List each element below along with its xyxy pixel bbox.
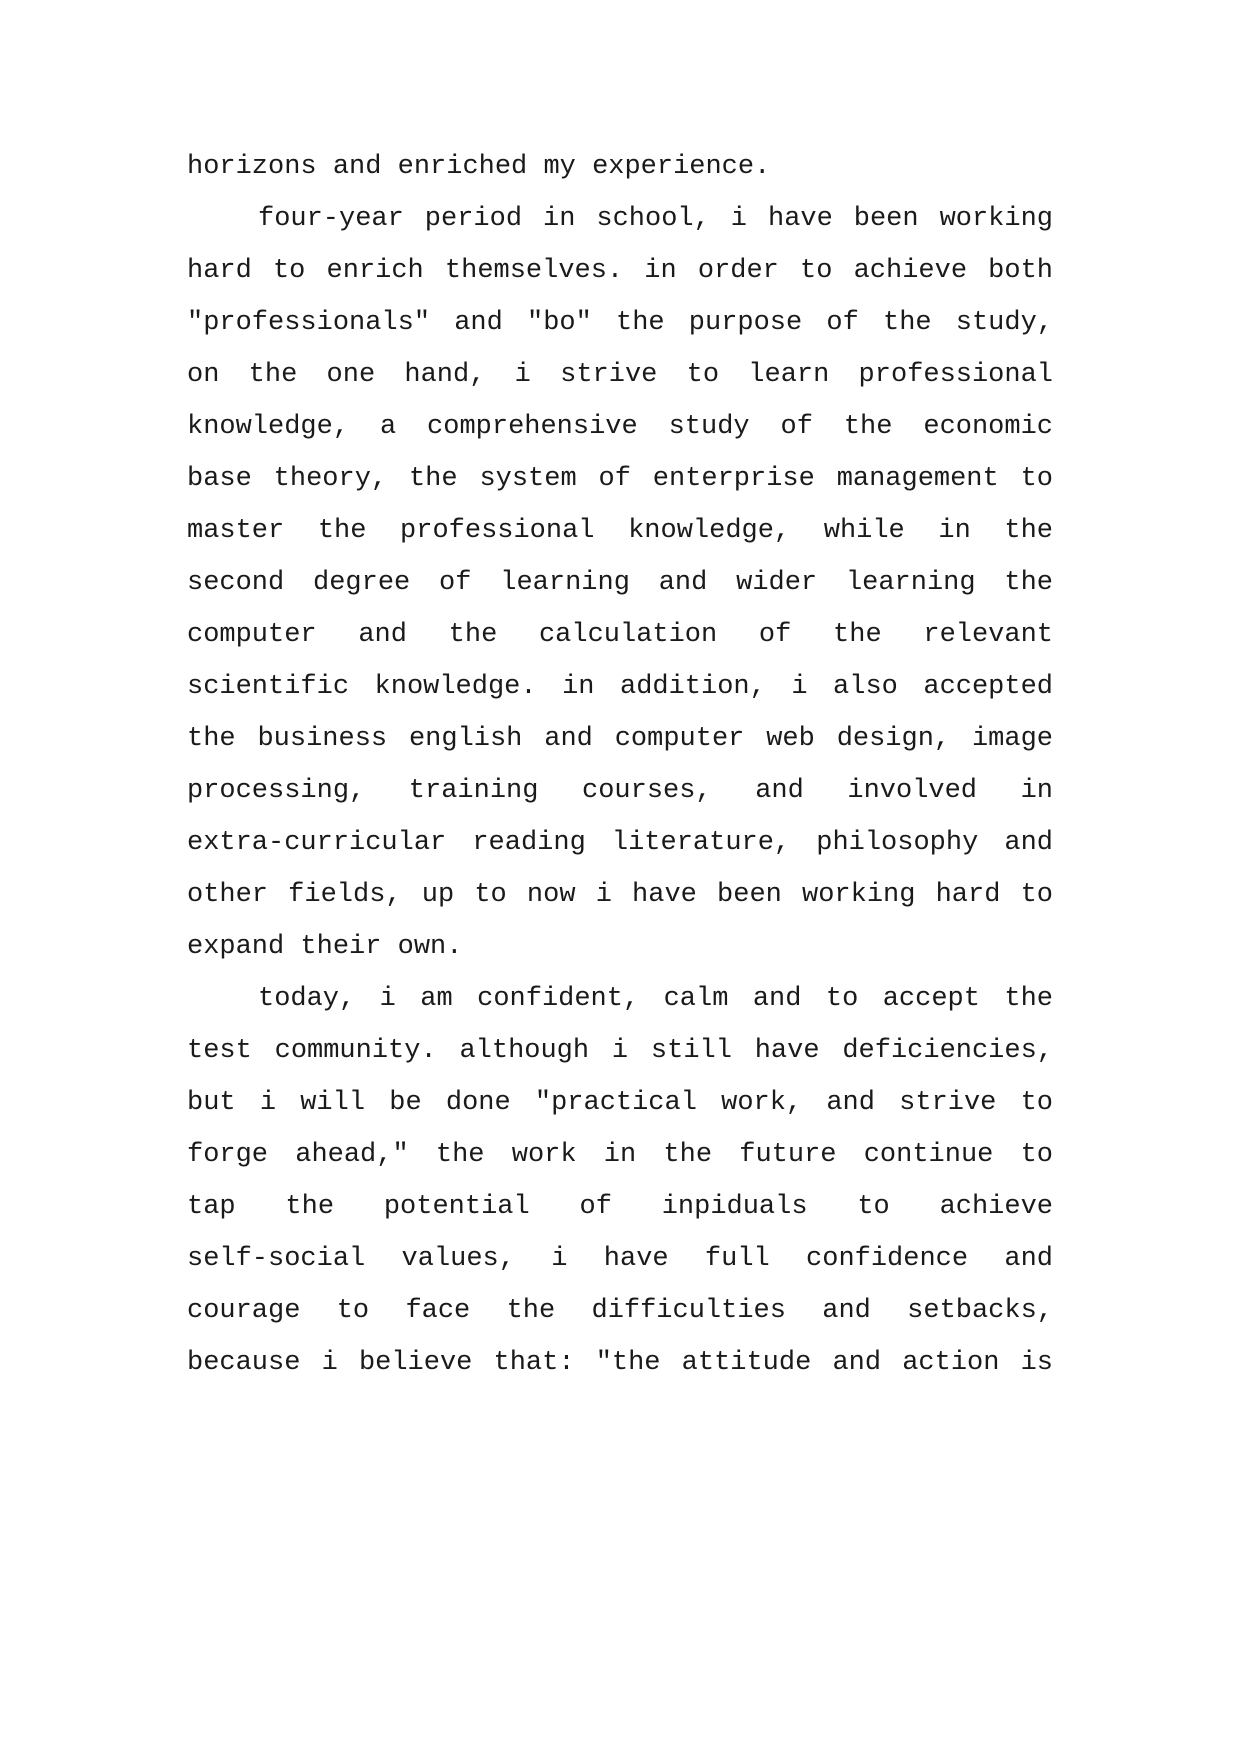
text-line: computer and the calculation of the relevant (187, 620, 1053, 650)
text-line: test community. although i still have deficiencies, (187, 1036, 1053, 1066)
text-line: four-year period in school, i have been working (258, 204, 1053, 234)
text-line: tap the potential of inpiduals to achieve (187, 1192, 1053, 1222)
paragraph (187, 193, 1053, 973)
text-line: but i will be done "practical work, and strive to (187, 1088, 1053, 1118)
text-line: courage to face the difficulties and setbacks, (187, 1296, 1053, 1326)
text-line: forge ahead," the work in the future continue to (187, 1140, 1053, 1170)
text-line: today, i am confident, calm and to accept the (258, 984, 1053, 1014)
text-line: expand their own. (187, 932, 463, 962)
paragraph (187, 973, 1053, 1389)
text-line: second degree of learning and wider learning the (187, 568, 1053, 598)
text-line: on the one hand, i strive to learn professional (187, 360, 1053, 390)
text-line: "professionals" and "bo" the purpose of the study, (187, 308, 1053, 338)
text-line: because i believe that: "the attitude and action is (187, 1348, 1053, 1378)
text-line: knowledge, a comprehensive study of the economic (187, 412, 1053, 442)
text-line: the business english and computer web design, image (187, 724, 1053, 754)
text-line: scientific knowledge. in addition, i also accepted (187, 672, 1053, 702)
paragraph (187, 141, 1053, 193)
text-line: extra-curricular reading literature, philosophy and (187, 828, 1053, 858)
text-line: hard to enrich themselves. in order to achieve both (187, 256, 1053, 286)
text-line: horizons and enriched my experience. (187, 152, 771, 182)
text-line: self-social values, i have full confidence and (187, 1244, 1053, 1274)
text-line: other fields, up to now i have been working hard to (187, 880, 1053, 910)
text-line: master the professional knowledge, while in the (187, 516, 1053, 546)
text-line: processing, training courses, and involved in (187, 776, 1053, 806)
document-text-block (187, 141, 1053, 1389)
text-line: base theory, the system of enterprise management to (187, 464, 1053, 494)
